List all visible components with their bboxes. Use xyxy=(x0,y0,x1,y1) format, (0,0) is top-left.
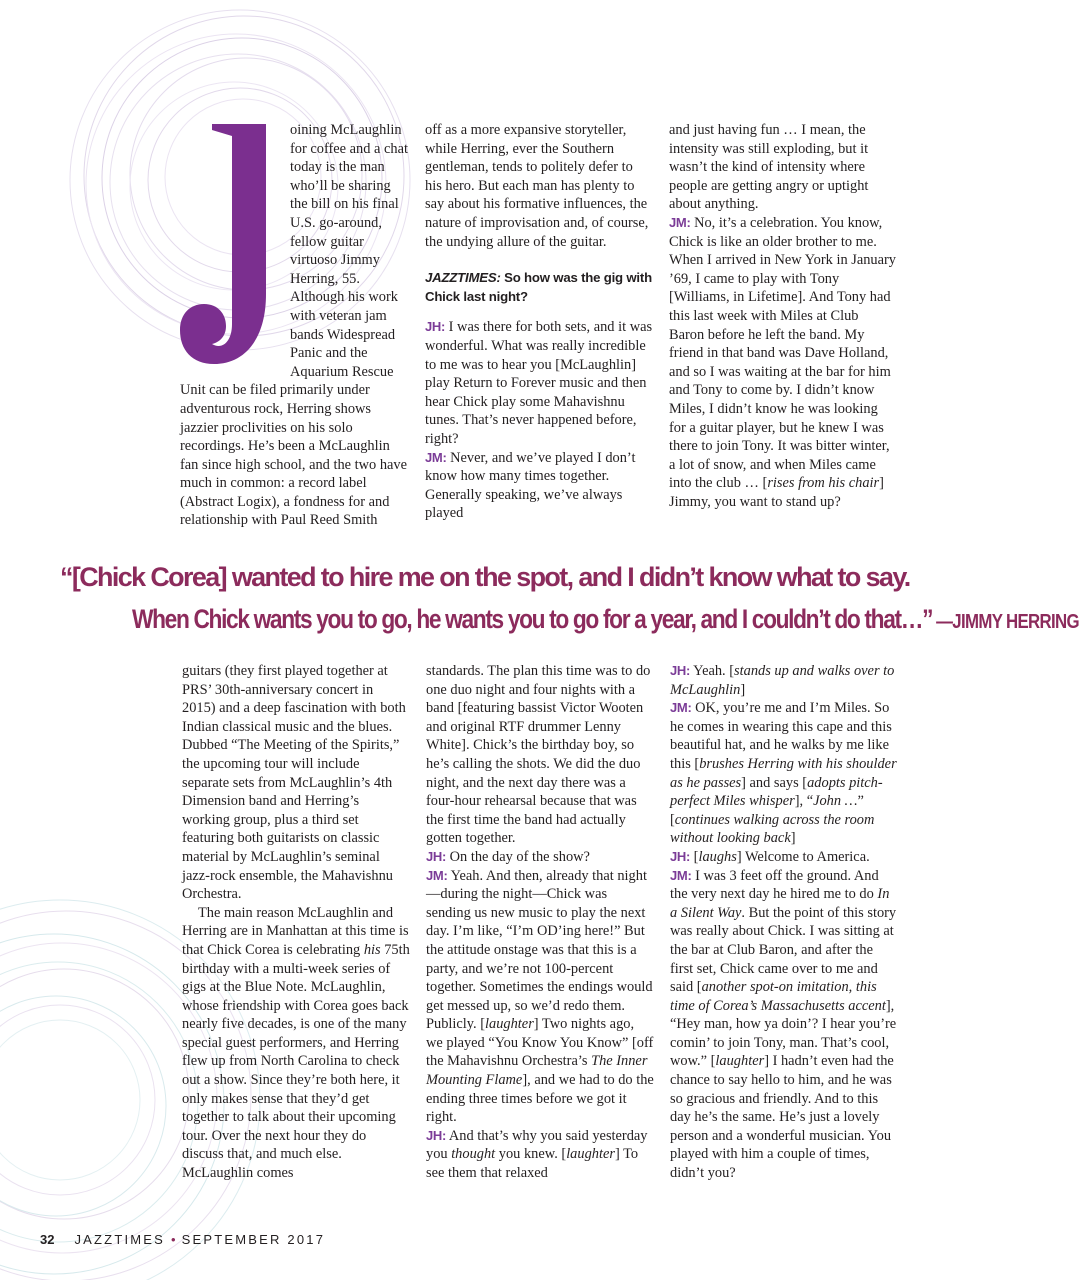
paragraph: and just having fun … I mean, the intensity was still exploding, but it wasn’t the kind of intensity where people are getting angry or uptight about anything. xyxy=(669,122,869,213)
drop-cap-space xyxy=(180,121,290,365)
article-column-6 xyxy=(670,662,898,1183)
paragraph: The main reason McLaughlin and Herring are in Manhattan at this time is that Chick Corea is celebrating his 75th birthday with a multi-week series of gigs at the Blue Note. McLaughlin, whose friendship with Corea goes back nearly five decades, is one of the many special guest performers, and Herring flew up from North Carolina to check out a show. Since they’re both here, it only makes sense that they’d get together to talk about their upcoming tour. Over the next hour they do discuss that, and much else. McLaughlin comes xyxy=(182,904,410,1182)
question-text: So how was the gig with Chick last night? xyxy=(425,270,652,304)
intro-paragraph: oining McLaughlin for coffee and a chat today is the man who’ll be sharing the bill on his final U.S. go-around, fellow guitar virtuoso Jimmy Herring, 55. Although his work with veteran jam bands Widespread Panic and the Aquarium Rescue Unit can be filed primarily under adventurous rock, Herring shows jazzier proclivities on his solo recordings. He’s been a McLaughlin fan since high school, and the two have much in common: a record label (Abstract Logix), a fondness for and relationship with Paul Reed Smith xyxy=(180,122,408,529)
speaker-label: JM: xyxy=(670,867,692,883)
pull-quote-attribution: —JIMMY HERRING xyxy=(932,611,1079,633)
question-label: JAZZTIMES: xyxy=(425,270,501,286)
magazine-name: JAZZTIMES xyxy=(74,1232,166,1247)
pull-quote-line-2: When Chick wants you to go, he wants you to go for a year, and I couldn’t do that…” —JIMMY HERRING xyxy=(132,604,1079,634)
speaker-label: JH: xyxy=(425,319,446,335)
answer-paragraph: JM: OK, you’re me and I’m Miles. So he comes in wearing this cape and this beautiful hat, and he walks by me like this [brushes Herring with his shoulder as he passes] and says [adopts pitch-perfect Miles whisper], “John …” [continues walking across the room without looking back] xyxy=(670,700,897,847)
issue-date: SEPTEMBER 2017 xyxy=(181,1232,326,1247)
speaker-label: JM: xyxy=(670,700,692,716)
speaker-label: JH: xyxy=(670,848,691,864)
article-column-2 xyxy=(425,121,653,523)
answer-paragraph: JM: Yeah. And then, already that night—during the night—Chick was sending us new music to play the next day. I’m like, “I’m OD’ing here!” But the attitude onstage was that this is a party, and we’re not 100-percent together. Sometimes the endings would get messed up, so we’d redo them. Publicly. [laughter] Two nights ago, we played “You Know You Know” [off the Mahavishnu Orchestra’s The Inner Mounting Flame], and we had to do the ending three times before we got it right. xyxy=(426,867,654,1126)
answer-paragraph: JH: Yeah. [stands up and walks over to McLaughlin] xyxy=(670,663,895,698)
answer-paragraph: JH: On the day of the show? xyxy=(426,848,590,865)
speaker-label: JM: xyxy=(425,449,447,465)
speaker-label: JH: xyxy=(670,663,691,678)
answer-paragraph: JM: No, it’s a celebration. You know, Chick is like an older brother to me. When I arrived in New York in January ’69, I came to play with Tony [Williams, in Lifetime]. And Tony had this last week with Miles at Club Baron before he left the band. My friend in that band was Dave Holland, and so I was waiting at the bar for him and Tony to come by. I didn’t know Miles, I didn’t know he was looking for a guitar player, but he knew I was there to join Tony. It was bitter winter, a lot of snow, and when Miles came into the club … [rises from his chair] Jimmy, you want to stand up? xyxy=(669,214,896,510)
paragraph: off as a more expansive storyteller, while Herring, ever the Southern gentleman, tends to politely defer to his hero. But each man has plenty to say about his formative influences, the nature of improvisation and, of course, the undying allure of the guitar. xyxy=(425,122,649,250)
paragraph: standards. The plan this time was to do one duo night and four nights with a band [featuring bassist Victor Wooten and original RTF drummer Lenny White]. Chick’s the birthday boy, so he’s calling the shots. We did the duo night, and the next day there was a four-hour rehearsal because that was the first time the band had actually gotten together. xyxy=(426,663,651,847)
interview-question xyxy=(425,269,653,306)
answer-paragraph: JH: And that’s why you said yesterday you thought you knew. [laughter] To see them that relaxed xyxy=(426,1127,648,1182)
answer-paragraph: JM: Never, and we’ve played I don’t know how many times together. Generally speaking, we’ve always played xyxy=(425,449,636,522)
answer-paragraph: JH: I was there for both sets, and it was wonderful. What was really incredible to me was to hear you [McLaughlin] play Return to Forever music and then hear Chick play some Mahavishnu tunes. That’s never happened before, right? xyxy=(425,319,653,447)
answer-paragraph: JH: [laughs] Welcome to America. xyxy=(670,848,870,865)
paragraph: guitars (they first played together at PRS’ 30th-anniversary concert in 2015) and a deep fascination with both Indian classical music and the blues. Dubbed “The Meeting of the Spirits,” the upcoming tour will include separate sets from McLaughlin’s 4th Dimension band and Herring’s working group, plus a third set featuring both guitarists on classic material by McLaughlin’s seminal jazz-rock ensemble, the Mahavishnu Orchestra. xyxy=(182,663,406,903)
article-column-1 xyxy=(180,121,410,530)
pull-quote-line-1: “[Chick Corea] wanted to hire me on the spot, and I didn’t know what to say. xyxy=(60,562,910,592)
article-column-3 xyxy=(669,121,897,511)
page-number: 32 xyxy=(40,1232,55,1247)
article-column-5 xyxy=(426,662,654,1183)
speaker-label: JH: xyxy=(426,848,447,864)
footer-separator: • xyxy=(171,1232,176,1247)
speaker-label: JM: xyxy=(669,214,691,230)
page-footer xyxy=(40,1232,325,1247)
speaker-label: JH: xyxy=(426,1127,447,1143)
answer-paragraph: JM: I was 3 feet off the ground. And the very next day he hired me to do In a Silent Way. But the point of this story was really about Chick. I was sitting at the bar at Club Baron, and after the first set, Chick came over to me and said [another spot-on imitation, this time of Corea’s Massachusetts accent], “Hey man, how ya doin’? I hear you’re comin’ to join Tony, man. That’s cool, wow.” [laughter] I hadn’t even had the chance to say hello to him, and he was so gracious and friendly. And to this day he’s the same. He’s just a lovely person and a wonderful musician. You played with him a couple of times, didn’t you? xyxy=(670,867,897,1182)
article-column-4 xyxy=(182,662,410,1183)
speaker-label: JM: xyxy=(426,867,448,883)
